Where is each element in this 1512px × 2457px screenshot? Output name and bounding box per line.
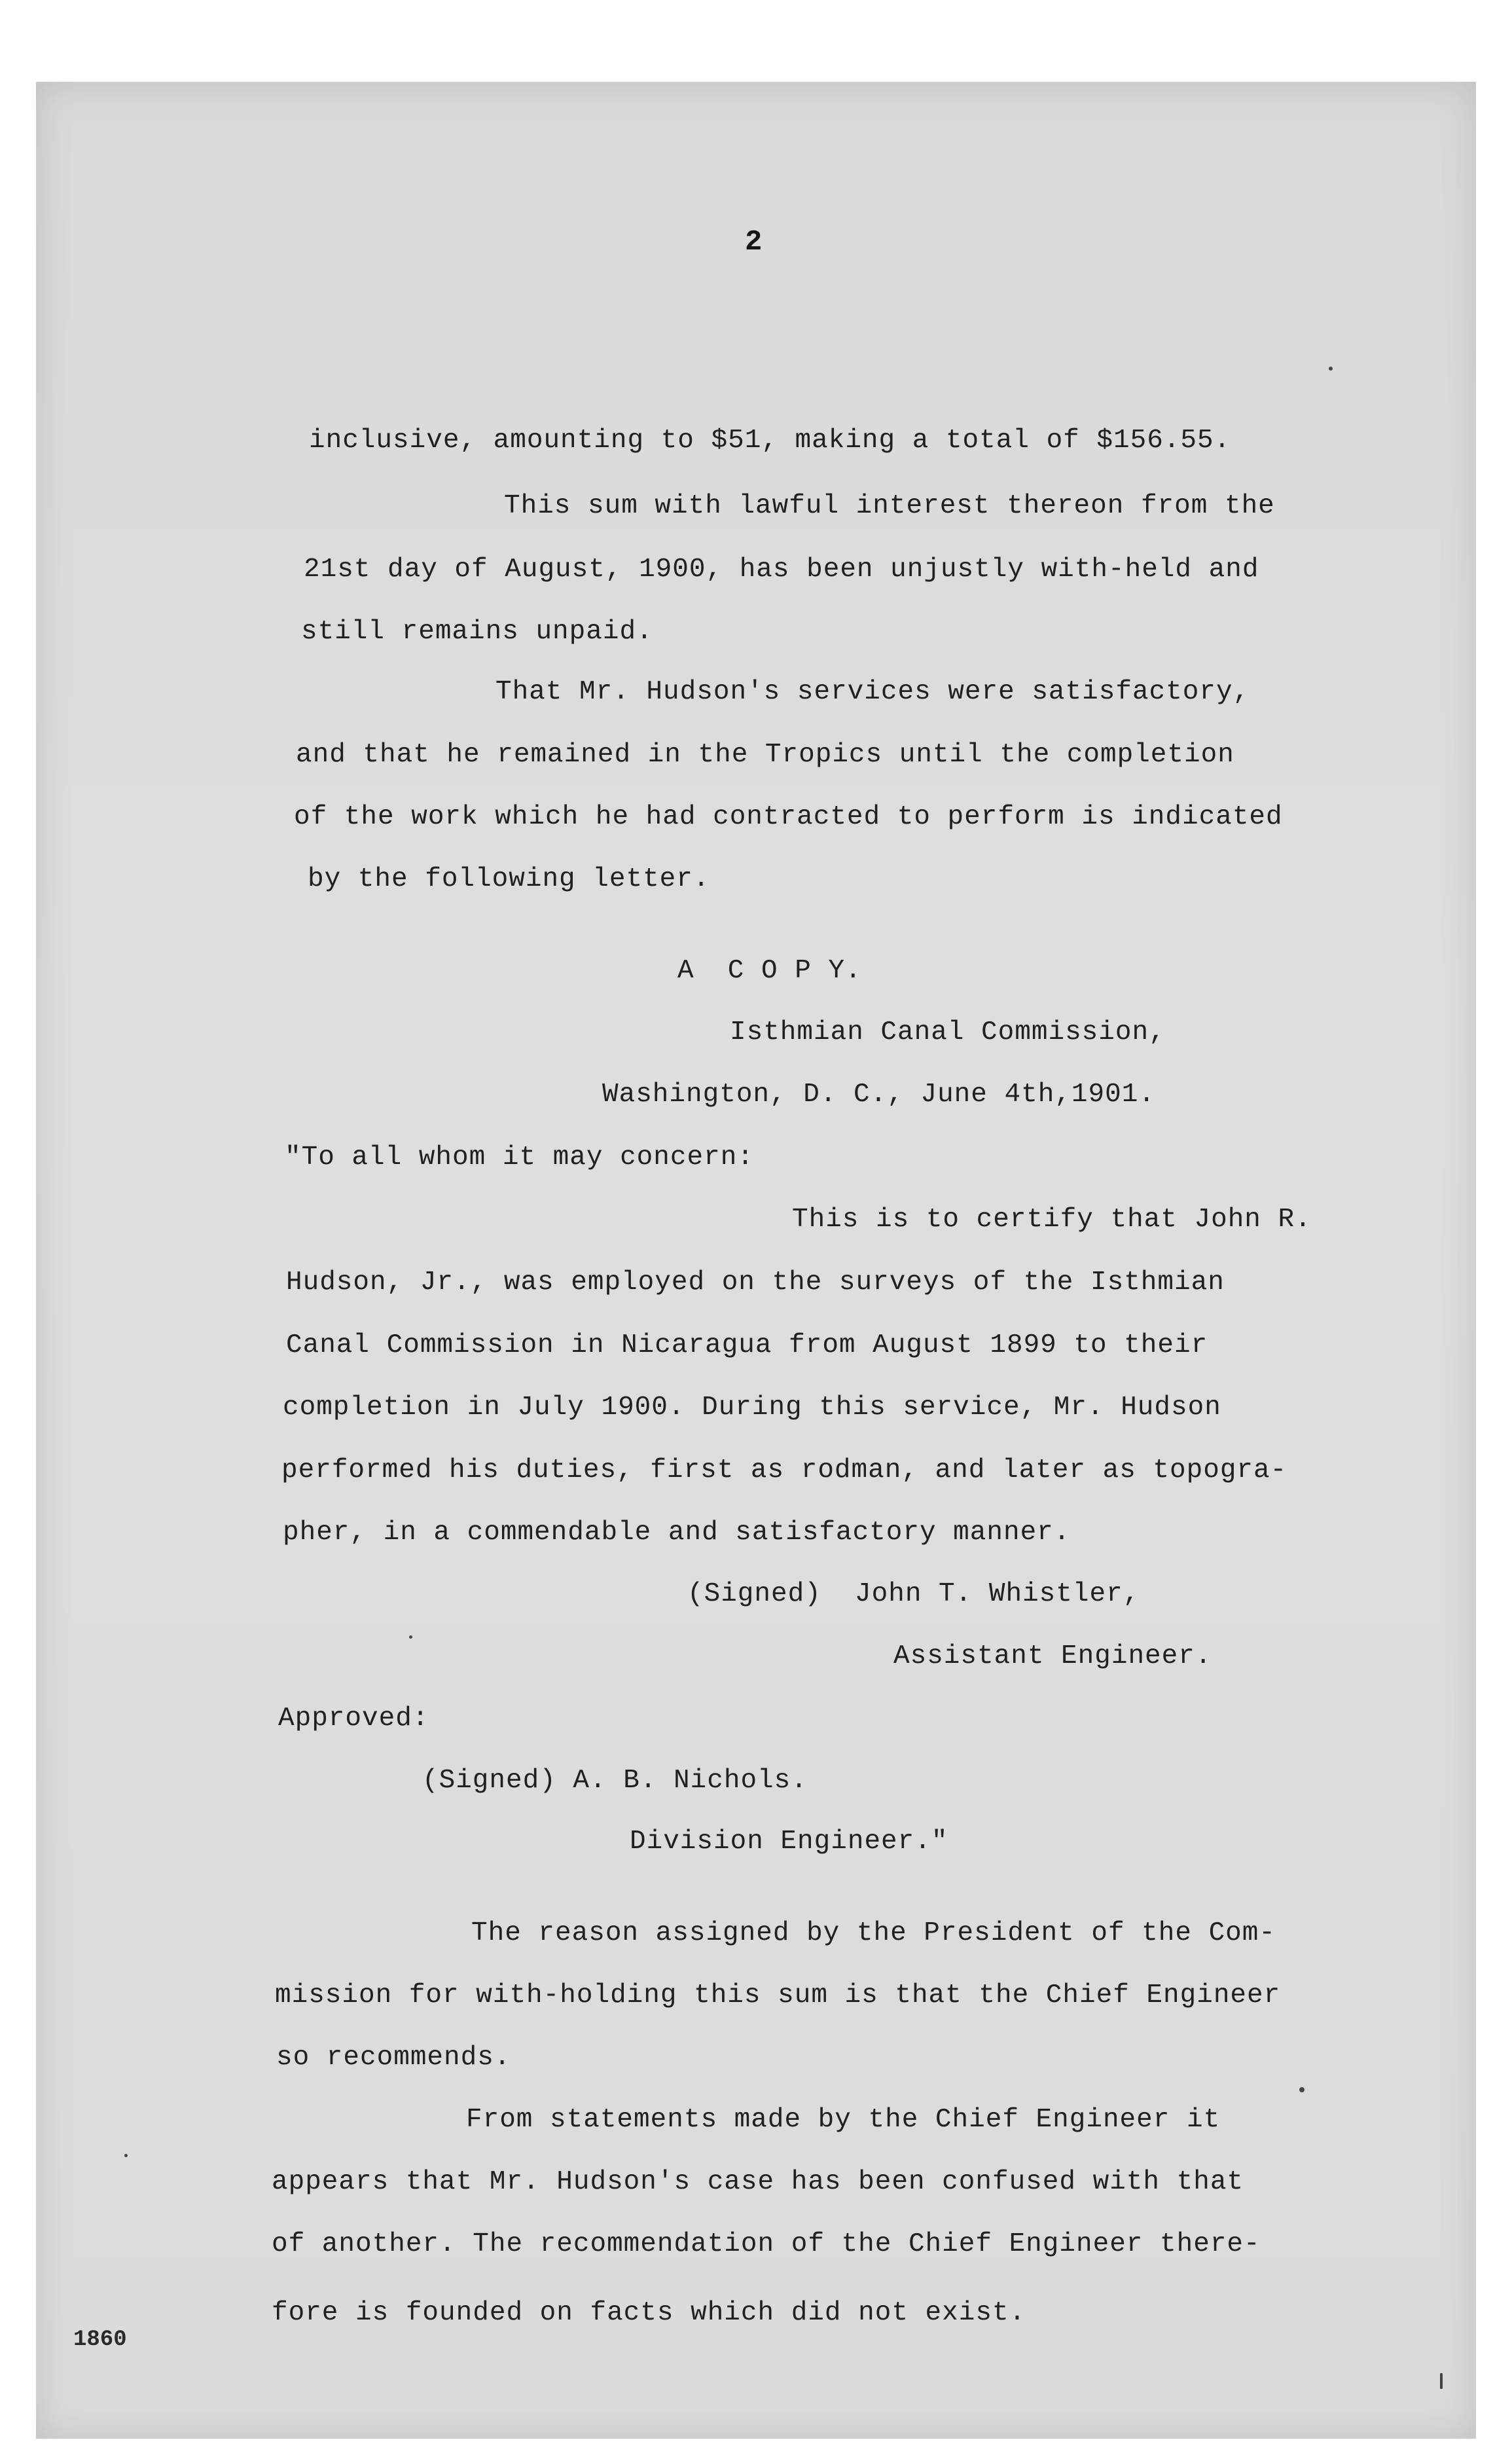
letter-place-date: Washington, D. C., June 4th,1901. bbox=[602, 1080, 1155, 1110]
text-line: performed his duties, first as rodman, and later as topogra- bbox=[281, 1455, 1287, 1485]
text-line: This sum with lawful interest thereon from the bbox=[504, 491, 1275, 521]
text-line: inclusive, amounting to $51, making a total of $156.55. bbox=[309, 426, 1231, 456]
text-line: mission for with-holding this sum is that the Chief Engineer bbox=[275, 1980, 1281, 2011]
text-line: Canal Commission in Nicaragua from August 1899 to their bbox=[286, 1330, 1208, 1360]
text-line: fore is founded on facts which did not exist. bbox=[272, 2298, 1026, 2328]
text-line: so recommends. bbox=[276, 2043, 511, 2073]
text-line: This is to certify that John R. bbox=[792, 1205, 1312, 1235]
letter-organization: Isthmian Canal Commission, bbox=[730, 1017, 1166, 1047]
text-line: and that he remained in the Tropics until the completion bbox=[296, 740, 1234, 770]
scan-speck bbox=[1329, 367, 1333, 371]
signature-title-nichols: Division Engineer." bbox=[630, 1827, 948, 1857]
scan-speck bbox=[1440, 2373, 1443, 2389]
text-line: Hudson, Jr., was employed on the surveys of the Isthmian bbox=[286, 1267, 1225, 1298]
text-line: completion in July 1900. During this service, Mr. Hudson bbox=[283, 1392, 1221, 1423]
signature-nichols: (Signed) A. B. Nichols. bbox=[422, 1766, 808, 1796]
text-line: of another. The recommendation of the Chief Engineer there- bbox=[272, 2229, 1261, 2259]
text-line: 21st day of August, 1900, has been unjustly with-held and bbox=[304, 555, 1259, 585]
document-id: 1860 bbox=[73, 2327, 127, 2352]
page-number: 2 bbox=[745, 226, 763, 259]
text-line: by the following letter. bbox=[308, 864, 710, 894]
text-line: pher, in a commendable and satisfactory manner. bbox=[283, 1518, 1071, 1548]
text-line: That Mr. Hudson's services were satisfactory, bbox=[495, 677, 1250, 707]
signature-whistler: (Signed) John T. Whistler, bbox=[687, 1579, 1140, 1609]
approved-label: Approved: bbox=[278, 1703, 429, 1734]
text-line: of the work which he had contracted to perform is indicated bbox=[294, 802, 1283, 832]
letter-salutation: "To all whom it may concern: bbox=[285, 1142, 754, 1173]
text-line: appears that Mr. Hudson's case has been confused with that bbox=[272, 2167, 1244, 2197]
text-line: The reason assigned by the President of the Com- bbox=[471, 1918, 1276, 1948]
scan-speck bbox=[1299, 2087, 1305, 2092]
scan-speck bbox=[409, 1635, 412, 1639]
letter-heading: A C O P Y. bbox=[677, 956, 862, 986]
text-line: From statements made by the Chief Engineer it bbox=[466, 2105, 1221, 2135]
scan-speck bbox=[124, 2154, 128, 2157]
text-line: still remains unpaid. bbox=[301, 617, 653, 647]
signature-title-whistler: Assistant Engineer. bbox=[893, 1641, 1212, 1671]
